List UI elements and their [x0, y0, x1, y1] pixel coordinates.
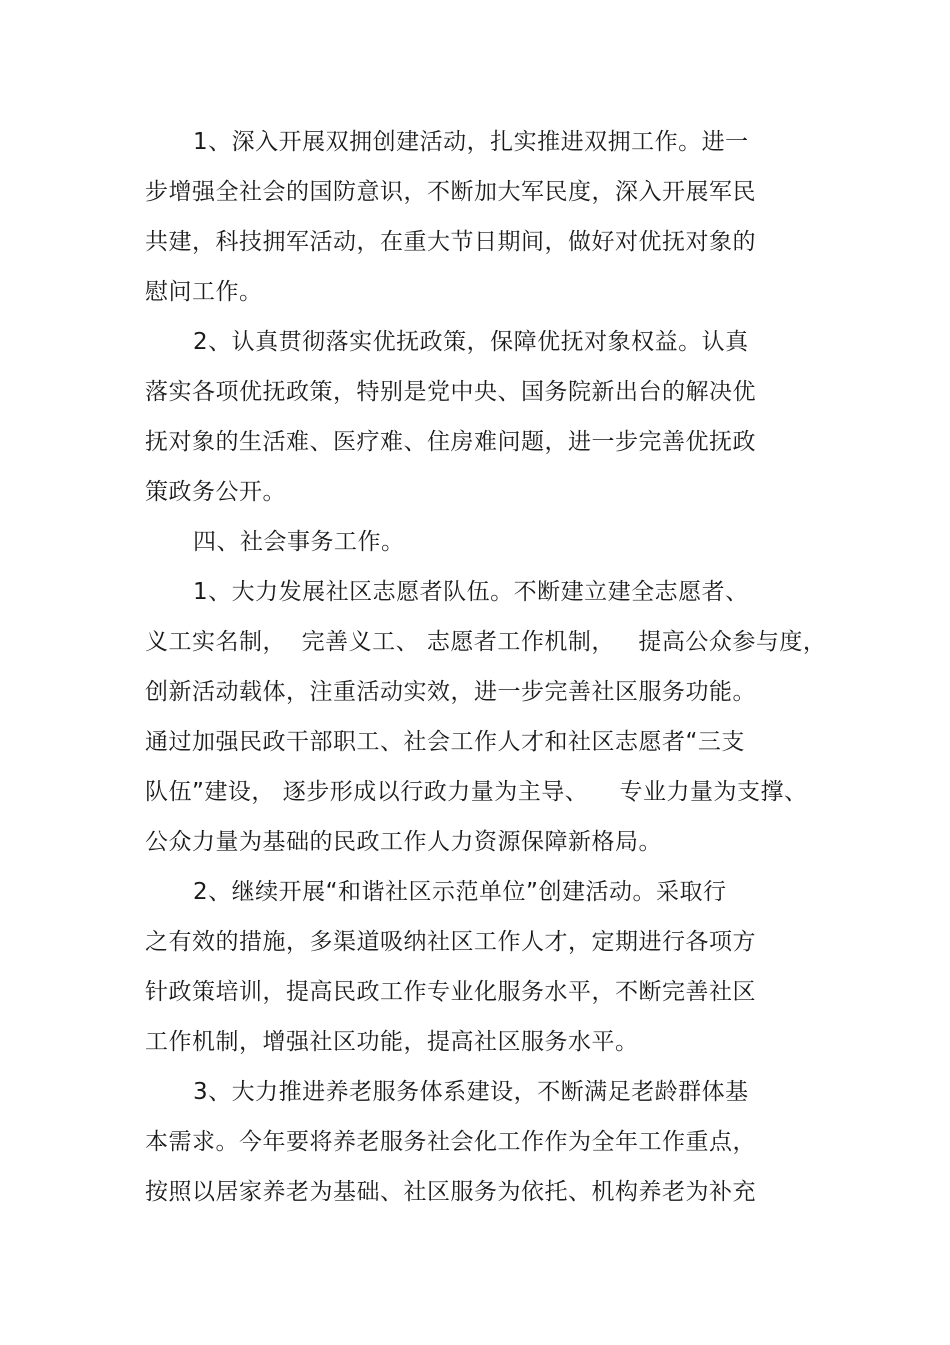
text-line: 队伍”建设， 逐步形成以行政力量为主导、 专业力量为支撑、 [145, 779, 808, 805]
text-line: 之有效的措施，多渠道吸纳社区工作人才，定期进行各项方 [145, 929, 756, 955]
text-line: 创新活动载体，注重活动实效，进一步完善社区服务功能。 [145, 679, 756, 705]
text-line: 3、大力推进养老服务体系建设，不断满足老龄群体基 [193, 1079, 749, 1105]
text-line: 2、认真贯彻落实优抚政策，保障优抚对象权益。认真 [193, 329, 749, 355]
text-line: 1、深入开展双拥创建活动，扎实推进双拥工作。进一 [193, 129, 749, 155]
text-line: 义工实名制， 完善义工、 志愿者工作机制， 提高公众参与度， [145, 629, 827, 655]
text-line: 步增强全社会的国防意识，不断加大军民度，深入开展军民 [145, 179, 756, 205]
text-line: 本需求。今年要将养老服务社会化工作作为全年工作重点， [145, 1129, 756, 1155]
text-line: 工作机制，增强社区功能，提高社区服务水平。 [145, 1029, 639, 1055]
text-line: 慰问工作。 [145, 279, 263, 305]
text-line: 1、大力发展社区志愿者队伍。不断建立建全志愿者、 [193, 579, 749, 605]
text-line: 通过加强民政干部职工、社会工作人才和社区志愿者“三支 [145, 729, 745, 755]
text-line: 共建，科技拥军活动，在重大节日期间，做好对优抚对象的 [145, 229, 756, 255]
text-line: 2、继续开展“和谐社区示范单位”创建活动。采取行 [193, 879, 727, 905]
text-line: 落实各项优抚政策，特别是党中央、国务院新出台的解决优 [145, 379, 756, 405]
text-line: 抚对象的生活难、医疗难、住房难问题，进一步完善优抚政 [145, 429, 756, 455]
text-line: 策政务公开。 [145, 479, 286, 505]
text-line: 公众力量为基础的民政工作人力资源保障新格局。 [145, 829, 662, 855]
section-heading: 四、社会事务工作。 [193, 529, 405, 555]
text-line: 针政策培训，提高民政工作专业化服务水平，不断完善社区 [145, 979, 756, 1005]
text-line: 按照以居家养老为基础、社区服务为依托、机构养老为补充 [145, 1179, 756, 1205]
